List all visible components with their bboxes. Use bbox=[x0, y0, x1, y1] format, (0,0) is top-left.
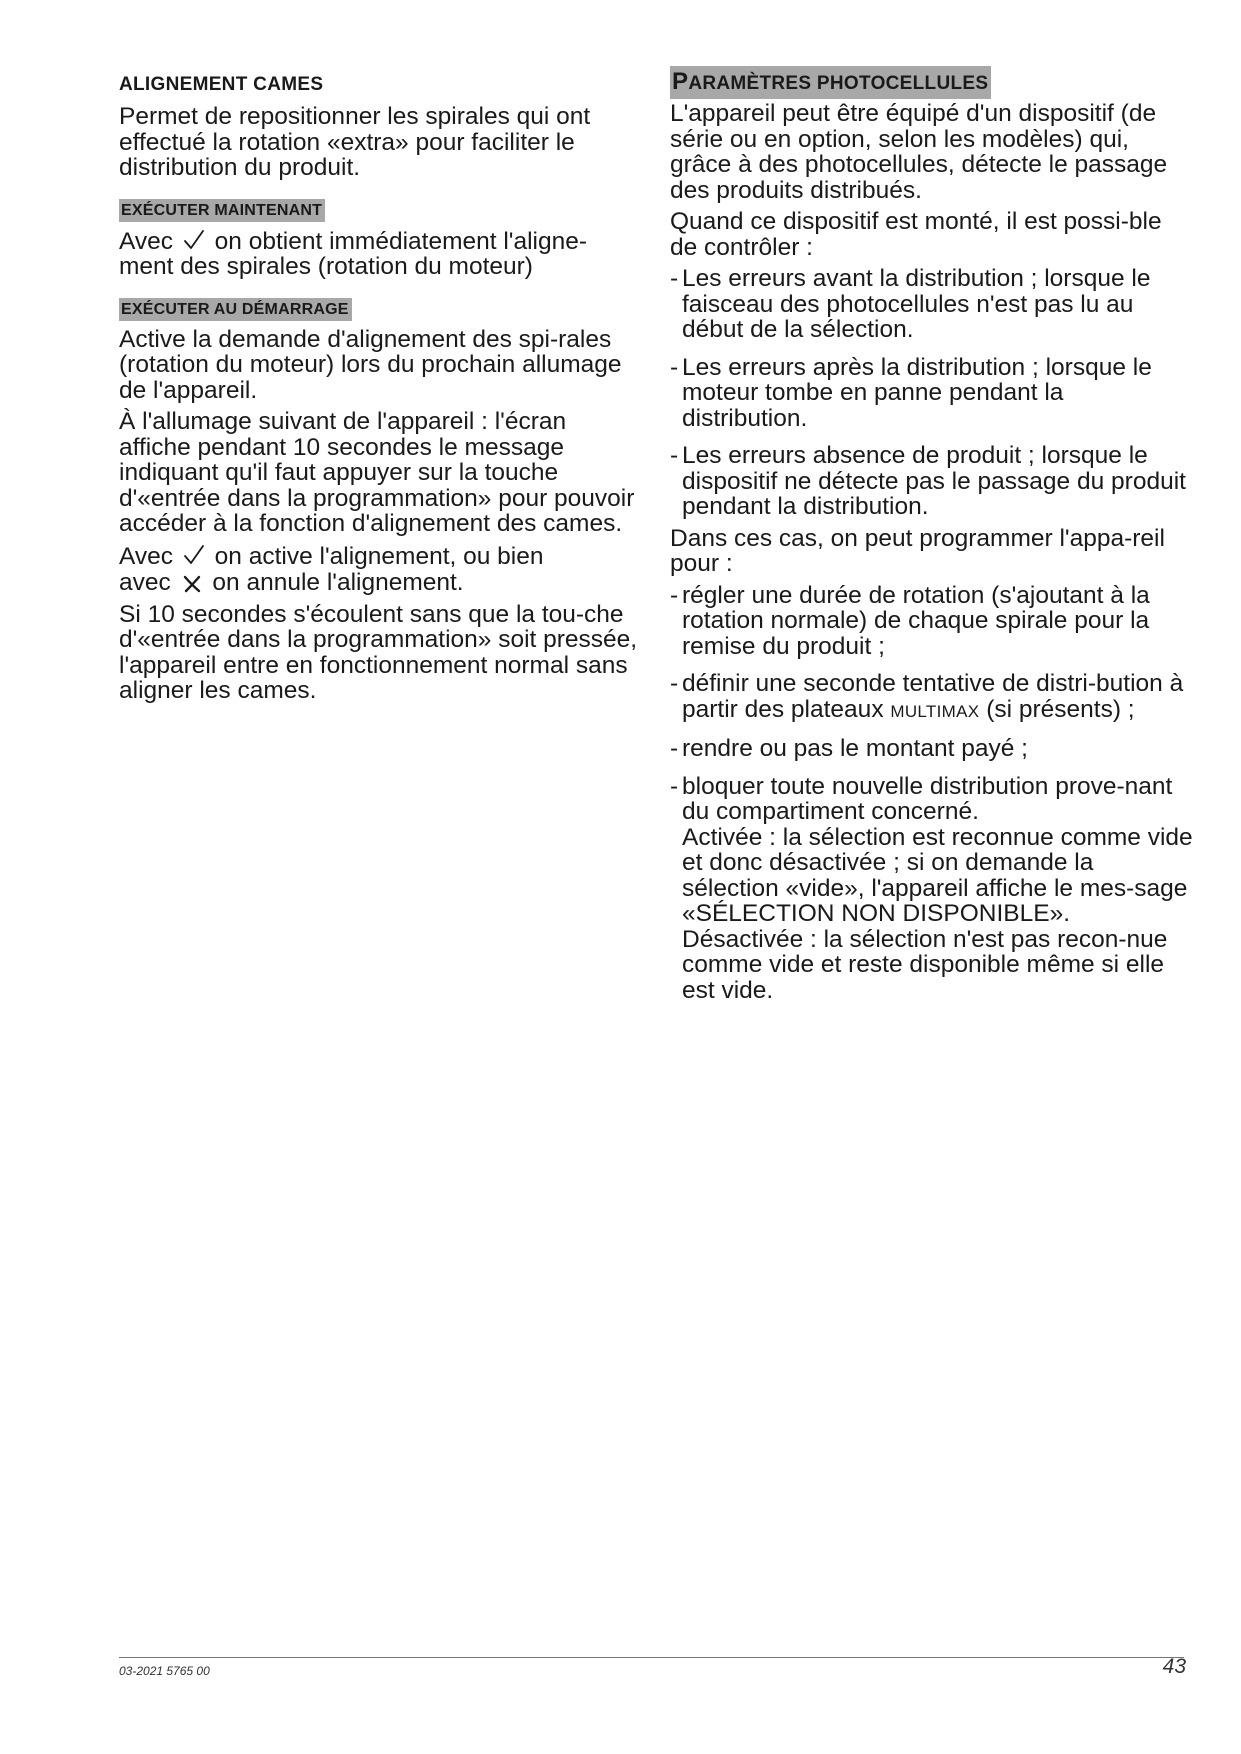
error-list bbox=[670, 266, 1195, 520]
dash-mark: - bbox=[670, 670, 679, 697]
list-item bbox=[670, 583, 1195, 660]
footer-document-code: 03-2021 5765 00 bbox=[119, 1664, 210, 1678]
title-capital: P bbox=[672, 68, 689, 95]
list-item-text: définir une seconde tentative de distri-bution à partir des plateaux bbox=[682, 670, 1184, 723]
list-item-text: Les erreurs absence de produit ; lorsque le dispositif ne détecte pas le passage du produit pendant la distribution. bbox=[682, 442, 1186, 520]
paragraph-avec-active bbox=[119, 543, 639, 596]
section-title-alignement: ALIGNEMENT CAMES bbox=[119, 74, 324, 95]
list-item-text: régler une durée de rotation (s'ajoutant à la rotation normale) de chaque spirale pour la remise du produit ; bbox=[682, 581, 1150, 660]
list-item-text: Les erreurs avant la distribution ; lorsque le faisceau des photocellules n'est pas lu au début de la sélection. bbox=[682, 265, 1151, 343]
check-icon bbox=[182, 543, 206, 567]
check-icon bbox=[182, 228, 206, 252]
list-item bbox=[670, 266, 1195, 343]
list-item-text: (si présents) ; bbox=[986, 695, 1135, 723]
list-item bbox=[670, 355, 1195, 432]
dash-mark: - bbox=[670, 581, 679, 609]
text-fragment: on annule l'alignement. bbox=[212, 569, 464, 596]
page-number: 43 bbox=[1162, 1655, 1186, 1678]
text-fragment: avec bbox=[119, 569, 171, 596]
footer-divider bbox=[119, 1657, 1184, 1658]
left-column bbox=[119, 72, 639, 710]
program-list bbox=[670, 583, 1195, 1004]
paragraph-executer-maintenant bbox=[119, 228, 639, 280]
paragraph-dans-ces-cas: Dans ces cas, on peut programmer l'appa-reil pour : bbox=[670, 524, 1165, 577]
paragraph-si-10-secondes: Si 10 secondes s'écoulent sans que la tou-che d'«entrée dans la programmation» soit pressée, l'appareil entre en fonctionnement normal sans aligner les cames. bbox=[119, 600, 638, 704]
paragraph-allumage: À l'allumage suivant de l'appareil : l'écran affiche pendant 10 secondes le message indiquant qu'il faut appuyer sur la touche d'«entrée dans la programmation» pour pouvoir accéder à la fonction d'alignement des cames. bbox=[119, 408, 635, 537]
paragraph-intro: Permet de repositionner les spirales qui ont effectué la rotation «extra» pour faciliter le distribution du produit. bbox=[119, 103, 591, 181]
dash-mark: - bbox=[670, 353, 679, 381]
text-fragment: on obtient immédiatement l'aligne-ment des spirales (rotation du moteur) bbox=[119, 227, 588, 280]
dash-mark: - bbox=[670, 442, 679, 469]
list-item-desactivee: Désactivée : la sélection n'est pas recon-nue comme vide et reste disponible même si elle est vide. bbox=[682, 925, 1168, 1004]
subsection-title-executer-maintenant: EXÉCUTER MAINTENANT bbox=[119, 199, 325, 222]
dash-mark: - bbox=[670, 735, 679, 762]
product-name: MULTIMAX bbox=[890, 701, 980, 721]
list-item bbox=[670, 443, 1195, 520]
title-rest: ARAMÈTRES PHOTOCELLULES bbox=[688, 73, 989, 94]
list-item-text: Les erreurs après la distribution ; lorsque le moteur tombe en panne pendant la distribution. bbox=[682, 353, 1152, 432]
section-title-photocellules bbox=[670, 66, 991, 99]
list-item-activee: Activée : la sélection est reconnue comme vide et donc désactivée ; si on demande la sélection «vide», l'appareil affiche le mes-sage «SÉLECTION NON DISPONIBLE». bbox=[682, 823, 1193, 927]
list-item bbox=[670, 774, 1195, 1004]
dash-mark: - bbox=[670, 265, 679, 292]
paragraph-controler: Quand ce dispositif est monté, il est possi-ble de contrôler : bbox=[670, 208, 1162, 261]
right-column bbox=[670, 66, 1195, 1015]
text-fragment: Avec bbox=[119, 542, 174, 570]
list-item-text: bloquer toute nouvelle distribution prove-nant du compartiment concerné. bbox=[682, 772, 1173, 825]
subsection-title-executer-au-demarrage: EXÉCUTER AU DÉMARRAGE bbox=[119, 298, 352, 321]
list-item bbox=[670, 671, 1195, 724]
dash-mark: - bbox=[670, 772, 679, 800]
list-item-text: rendre ou pas le montant payé ; bbox=[682, 735, 1028, 762]
list-item bbox=[670, 736, 1195, 762]
paragraph-active-demande: Active la demande d'alignement des spi-rales (rotation du moteur) lors du prochain allumage de l'appareil. bbox=[119, 325, 622, 404]
paragraph-dispositif: L'appareil peut être équipé d'un dispositif (de série ou en option, selon les modèles) qui, grâce à des photocellules, détecte le passage des produits distribués. bbox=[670, 100, 1168, 204]
text-fragment: Avec bbox=[119, 227, 174, 255]
cross-icon bbox=[180, 569, 204, 593]
text-fragment: on active l'alignement, ou bien bbox=[214, 542, 544, 570]
